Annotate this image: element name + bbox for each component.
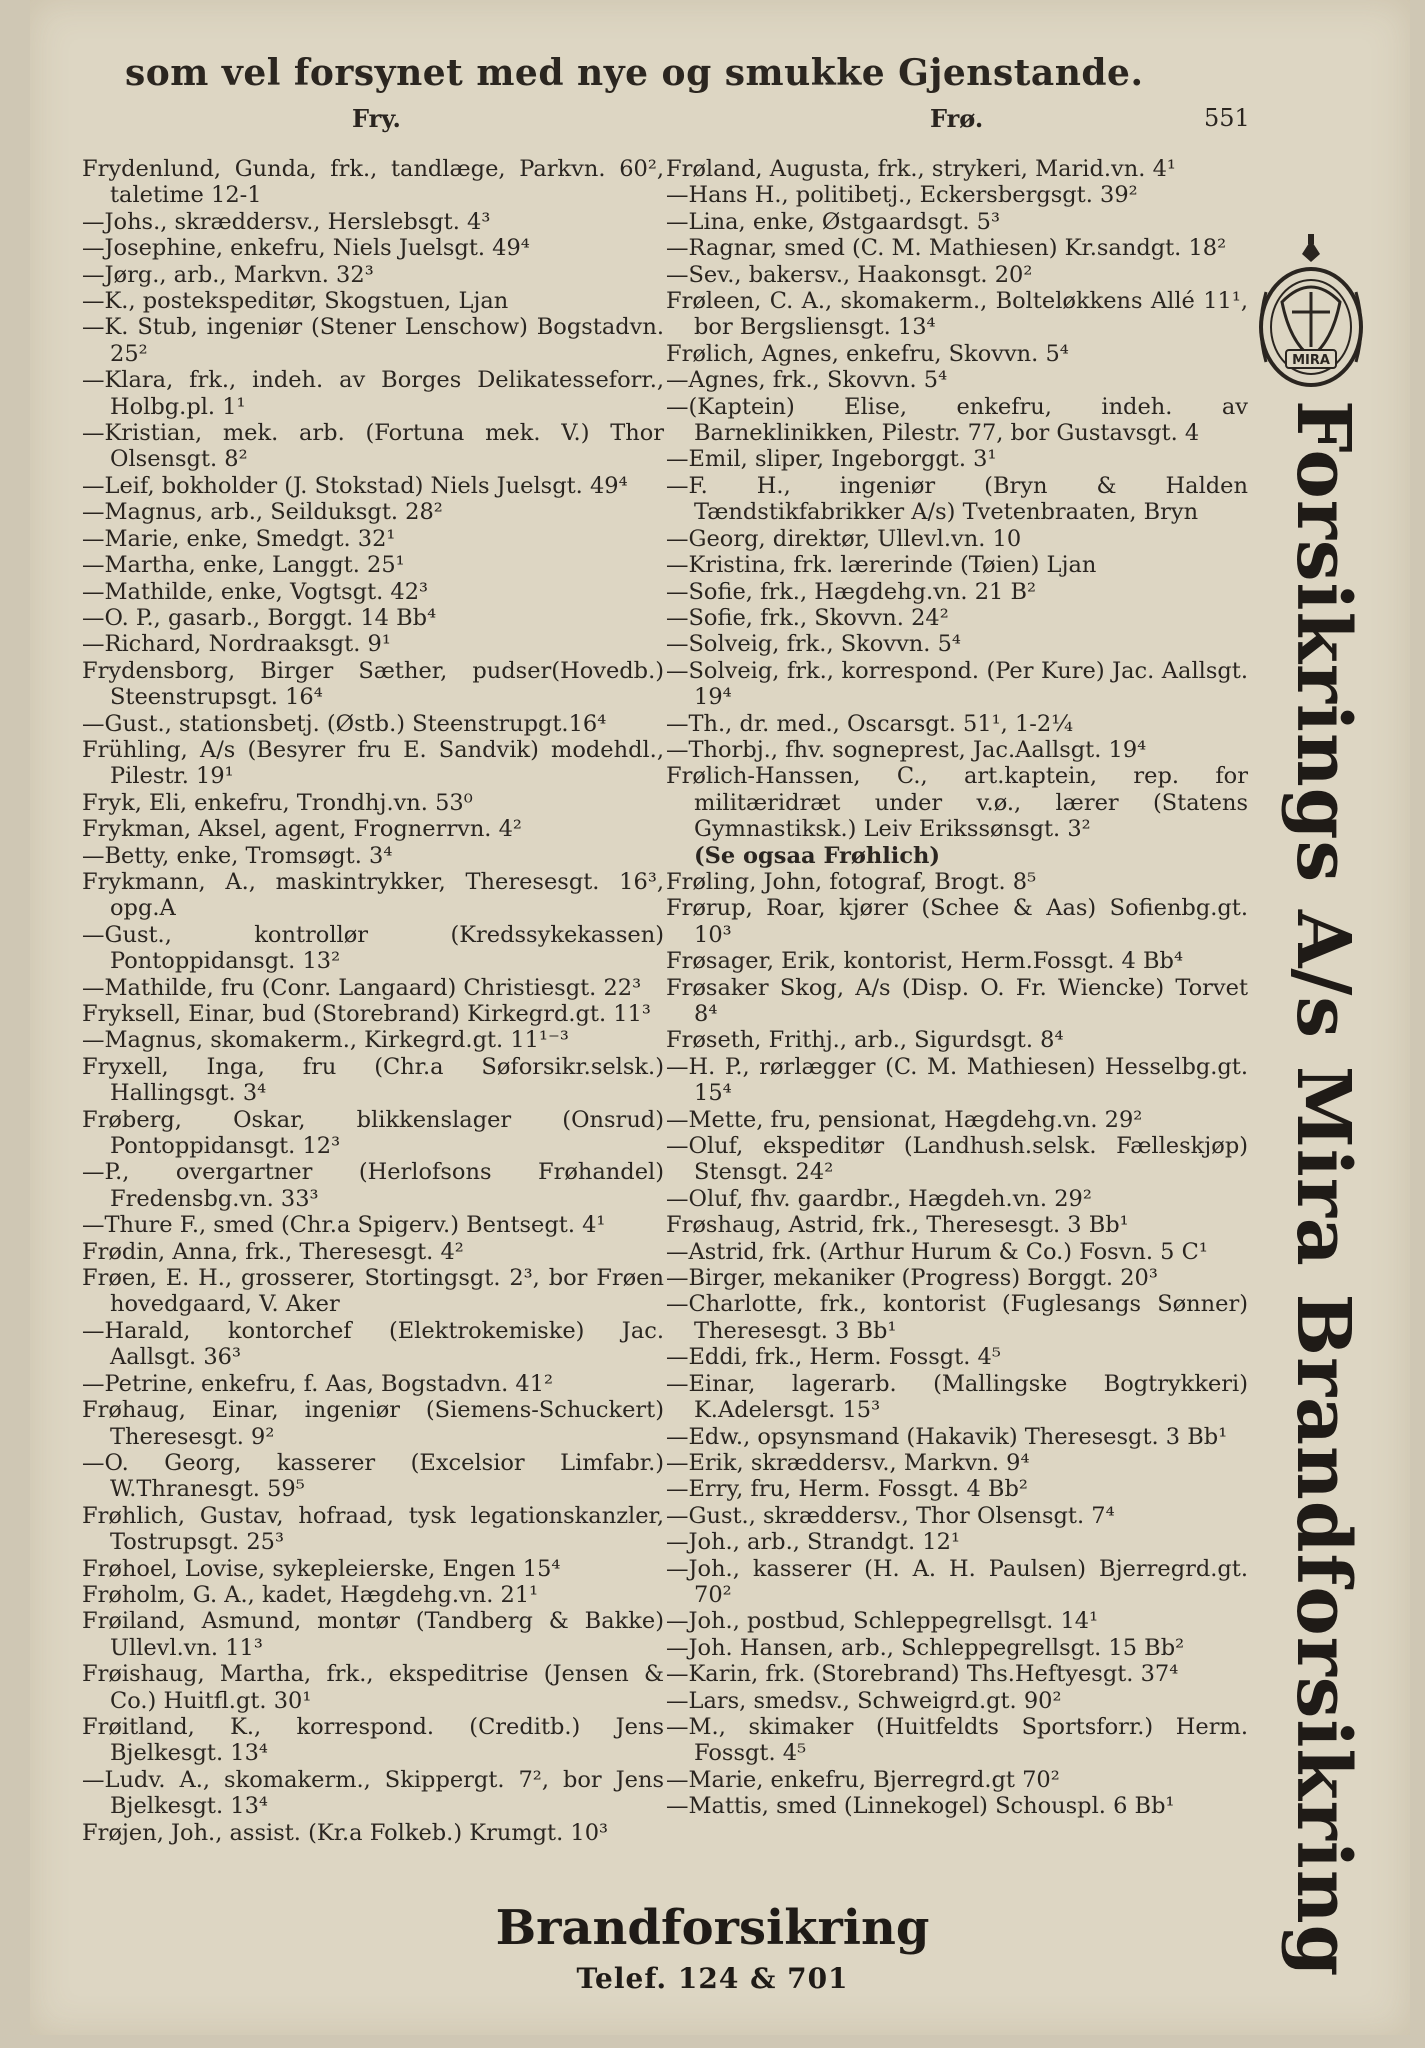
directory-entry: —Sev., bakersv., Haakonsgt. 20² [666, 261, 1033, 288]
directory-entry: Frydenlund, Gunda, frk., tandlæge, Parkvn. 60², taletime 12-1 [82, 156, 664, 209]
directory-entry: —Richard, Nordraaksgt. 9¹ [82, 631, 391, 658]
directory-entry: —Oluf, ekspeditør (Landhush.selsk. Fælleskjøp) Stensgt. 24² [666, 1133, 1248, 1186]
directory-entry: —Josephine, enkefru, Niels Juelsgt. 49⁴ [82, 235, 530, 262]
directory-entry: —Erik, skræddersv., Markvn. 9⁴ [666, 1449, 1030, 1476]
side-advertisement-text: Forsikrings A/s Mira Brandforsikring [1280, 400, 1366, 1978]
directory-entry: —O. Georg, kasserer (Excelsior Limfabr.) W.Thranesgt. 59⁵ [82, 1449, 664, 1503]
directory-entry: —Thorbj., fhv. sogneprest, Jac.Aallsgt. 19⁴ [666, 736, 1147, 763]
directory-entry: Frøseth, Frithj., arb., Sigurdsgt. 8⁴ [666, 1027, 1064, 1054]
running-head-left: Fry. [352, 104, 401, 133]
directory-entry: —F. H., ingeniør (Bryn & Halden Tændstikfabrikker A/s) Tvetenbraaten, Bryn [666, 472, 1248, 526]
directory-entry: —Hans H., politibetj., Eckersbergsgt. 39² [666, 182, 1138, 209]
directory-entry: —Leif, bokholder (J. Stokstad) Niels Juelsgt. 49⁴ [82, 472, 628, 499]
directory-entry: —Marie, enke, Smedgt. 32¹ [82, 525, 396, 552]
directory-entry: —Marie, enkefru, Bjerregrd.gt 70² [666, 1766, 1060, 1793]
running-head-middle: Frø. [930, 104, 984, 133]
directory-entry: —Harald, kontorchef (Elektrokemiske) Jac. Aallsgt. 36³ [82, 1317, 664, 1371]
directory-entry: —Lina, enke, Østgaardsgt. 5³ [666, 208, 1000, 235]
directory-entry: Frydensborg, Birger Sæther, pudser(Hovedb.) Steenstrupsgt. 16⁴ [82, 657, 664, 711]
directory-entry: —Mette, fru, pensionat, Hægdehg.vn. 29² [666, 1106, 1143, 1133]
directory-entry: Frødin, Anna, frk., Theresesgt. 4² [82, 1238, 464, 1265]
directory-entry: —K., postekspeditør, Skogstuen, Ljan [82, 288, 509, 315]
directory-entry: Frøling, John, fotograf, Brogt. 8⁵ [666, 868, 1037, 895]
directory-entry: —Petrine, enkefru, f. Aas, Bogstadvn. 41² [82, 1370, 554, 1397]
directory-entry: —Agnes, frk., Skovvn. 5⁴ [666, 367, 948, 394]
footer-title: Brandforsikring [495, 1900, 930, 1956]
directory-entry: —Solveig, frk., korrespond. (Per Kure) Jac. Aallsgt. 19⁴ [666, 657, 1248, 711]
directory-entry: Fryk, Eli, enkefru, Trondhj.vn. 53⁰ [82, 789, 473, 816]
directory-entry: —Emil, sliper, Ingeborggt. 3¹ [666, 446, 997, 473]
directory-entry: Frøberg, Oskar, blikkenslager (Onsrud) Pontoppidansgt. 12³ [82, 1106, 664, 1160]
directory-entry: Frøitland, K., korrespond. (Creditb.) Jens Bjelkesgt. 13⁴ [82, 1713, 664, 1767]
directory-entry: —Kristian, mek. arb. (Fortuna mek. V.) Thor Olsensgt. 8² [82, 420, 664, 473]
directory-entry: Frykman, Aksel, agent, Frognerrvn. 4² [82, 816, 522, 843]
right-column [666, 156, 1248, 1820]
directory-entry: —Gust., skræddersv., Thor Olsensgt. 7⁴ [666, 1502, 1115, 1529]
directory-entry: Frøjen, Joh., assist. (Kr.a Folkeb.) Krumgt. 10³ [82, 1819, 609, 1846]
directory-entry: Frøishaug, Martha, frk., ekspeditrise (Jensen & Co.) Huitfl.gt. 30¹ [82, 1661, 664, 1714]
side-advertisement [1258, 400, 1378, 1978]
directory-entry: —Jørg., arb., Markvn. 32³ [82, 261, 374, 288]
directory-entry: Frøholm, G. A., kadet, Hægdehg.vn. 21¹ [82, 1581, 539, 1608]
directory-entry: Frøland, Augusta, frk., strykeri, Marid.vn. 4¹ [666, 156, 1176, 182]
directory-entry: —Birger, mekaniker (Progress) Borggt. 20³ [666, 1265, 1158, 1292]
directory-entry: —Th., dr. med., Oscarsgt. 51¹, 1-2¼ [666, 710, 1074, 737]
directory-entry: —Joh. Hansen, arb., Schleppegrellsgt. 15 Bb² [666, 1634, 1185, 1661]
directory-entry: Frølich, Agnes, enkefru, Skovvn. 5⁴ [666, 340, 1069, 367]
directory-entry: —Mathilde, fru (Conr. Langaard) Christiesgt. 22³ [82, 974, 642, 1001]
directory-entry: Frølich-Hanssen, C., art.kaptein, rep. for militæridræt under v.ø., lærer (Statens Gymnastiksk.) Leiv Erikssønsgt. 3² [666, 763, 1248, 843]
directory-entry: —Edw., opsynsmand (Hakavik) Theresesgt. 3 Bb¹ [666, 1423, 1228, 1450]
directory-entry: Frøleen, C. A., skomakerm., Bolteløkkens Allé 11¹, bor Bergsliensgt. 13⁴ [666, 288, 1248, 341]
directory-entry: —Eddi, frk., Herm. Fossgt. 4⁵ [666, 1344, 1001, 1371]
directory-entry: Frøshaug, Astrid, frk., Theresesgt. 3 Bb¹ [666, 1212, 1129, 1239]
directory-entry: —Joh., postbud, Schleppegrellsgt. 14¹ [666, 1608, 1099, 1635]
directory-entry: —Karin, frk. (Storebrand) Ths.Heftyesgt. 37⁴ [666, 1661, 1179, 1688]
directory-entry: Frøiland, Asmund, montør (Tandberg & Bakke) Ullevl.vn. 11³ [82, 1608, 664, 1661]
directory-entry: (Se ogsaa Frøhlich) [694, 842, 941, 869]
directory-entry: —Joh., kasserer (H. A. H. Paulsen) Bjerregrd.gt. 70² [666, 1555, 1248, 1608]
directory-entry: —Thure F., smed (Chr.a Spigerv.) Bentsegt. 4¹ [82, 1212, 606, 1239]
directory-entry: —M., skimaker (Huitfeldts Sportsforr.) Herm. Fossgt. 4⁵ [666, 1713, 1248, 1767]
page-number: 551 [1204, 104, 1250, 132]
directory-entry: —Erry, fru, Herm. Fossgt. 4 Bb² [666, 1476, 1028, 1503]
directory-entry: Frøhoel, Lovise, sykepleierske, Engen 15⁴ [82, 1555, 561, 1582]
directory-entry: —K. Stub, ingeniør (Stener Lenschow) Bogstadvn. 25² [82, 314, 664, 367]
directory-entry: Frørup, Roar, kjører (Schee & Aas) Sofienbg.gt. 10³ [666, 895, 1248, 948]
directory-entry: —Lars, smedsv., Schweigrd.gt. 90² [666, 1687, 1062, 1714]
mira-seal-logo [1252, 232, 1370, 392]
directory-entry: —Solveig, frk., Skovvn. 5⁴ [666, 631, 961, 658]
directory-entry: —Sofie, frk., Skovvn. 24² [666, 604, 949, 631]
directory-entry: —Betty, enke, Tromsøgt. 3⁴ [82, 842, 393, 869]
directory-entry: —Charlotte, frk., kontorist (Fuglesangs Sønner) Theresesgt. 3 Bb¹ [666, 1291, 1248, 1344]
directory-entry: —P., overgartner (Herlofsons Frøhandel) Fredensbg.vn. 33³ [82, 1159, 664, 1212]
directory-entry: Frøsager, Erik, kontorist, Herm.Fossgt. 4 Bb⁴ [666, 948, 1183, 975]
directory-entry: —Georg, direktør, Ullevl.vn. 10 [666, 525, 1022, 552]
directory-entry: —Joh., arb., Strandgt. 12¹ [666, 1529, 960, 1556]
left-column [82, 156, 664, 1846]
directory-entry: —Magnus, skomakerm., Kirkegrd.gt. 11¹⁻³ [82, 1027, 569, 1054]
directory-entry: —Gust., kontrollør (Kredssykekassen) Pontoppidansgt. 13² [82, 921, 664, 975]
directory-entry: Frøen, E. H., grosserer, Stortingsgt. 2³, bor Frøen hovedgaard, V. Aker [82, 1265, 664, 1318]
directory-entry: —Einar, lagerarb. (Mallingske Bogtrykkeri) K.Adelersgt. 15³ [666, 1370, 1248, 1424]
directory-entry: —Martha, enke, Langgt. 25¹ [82, 552, 405, 579]
directory-entry: —Kristina, frk. lærerinde (Tøien) Ljan [666, 552, 1097, 579]
directory-entry: —Ludv. A., skomakerm., Skippergt. 7², bor Jens Bjelkesgt. 13⁴ [82, 1766, 664, 1820]
directory-entry: Frühling, A/s (Besyrer fru E. Sandvik) modehdl., Pilestr. 19¹ [82, 736, 664, 790]
directory-entry: —Johs., skræddersv., Herslebsgt. 4³ [82, 208, 491, 235]
directory-entry: —O. P., gasarb., Borggt. 14 Bb⁴ [82, 604, 437, 631]
directory-entry: Frykmann, A., maskintrykker, Theresesgt. 16³, opg.A [82, 868, 664, 922]
directory-entry: Fryxell, Inga, fru (Chr.a Søforsikr.selsk.) Hallingsgt. 3⁴ [82, 1053, 664, 1107]
directory-entry: —Mathilde, enke, Vogtsgt. 42³ [82, 578, 429, 605]
directory-entry: —Sofie, frk., Hægdehg.vn. 21 B² [666, 578, 1037, 605]
directory-entry: —(Kaptein) Elise, enkefru, indeh. av Barneklinikken, Pilestr. 77, bor Gustavsgt. 4 [666, 393, 1248, 447]
directory-entry: Fryksell, Einar, bud (Storebrand) Kirkegrd.gt. 11³ [82, 1001, 651, 1027]
directory-entry: Frøhlich, Gustav, hofraad, tysk legationskanzler, Tostrupsgt. 25³ [82, 1502, 664, 1556]
directory-entry: —Gust., stationsbetj. (Østb.) Steenstrupgt.16⁴ [82, 710, 607, 737]
directory-entry: —Magnus, arb., Seilduksgt. 28² [82, 499, 443, 526]
directory-entry: —Ragnar, smed (C. M. Mathiesen) Kr.sandgt. 18² [666, 235, 1227, 262]
directory-entry: Frøhaug, Einar, ingeniør (Siemens-Schuckert) Theresesgt. 9² [82, 1397, 664, 1450]
directory-entry: Frøsaker Skog, A/s (Disp. O. Fr. Wiencke) Torvet 8⁴ [666, 974, 1248, 1027]
directory-entry: —Astrid, frk. (Arthur Hurum & Co.) Fosvn. 5 C¹ [666, 1238, 1208, 1265]
directory-entry: —Klara, frk., indeh. av Borges Delikatesseforr., Holbg.pl. 1¹ [82, 367, 664, 420]
footer-telephone: Telef. 124 & 701 [576, 1962, 849, 1995]
seal-text: MIRA [1292, 353, 1330, 368]
banner-heading: som vel forsynet med nye og smukke Gjenstande. [125, 52, 1144, 94]
directory-entry: —H. P., rørlægger (C. M. Mathiesen) Hesselbg.gt. 15⁴ [666, 1053, 1248, 1107]
directory-entry: —Mattis, smed (Linnekogel) Schouspl. 6 Bb¹ [666, 1793, 1175, 1820]
directory-entry: —Oluf, fhv. gaardbr., Hægdeh.vn. 29² [666, 1185, 1092, 1212]
